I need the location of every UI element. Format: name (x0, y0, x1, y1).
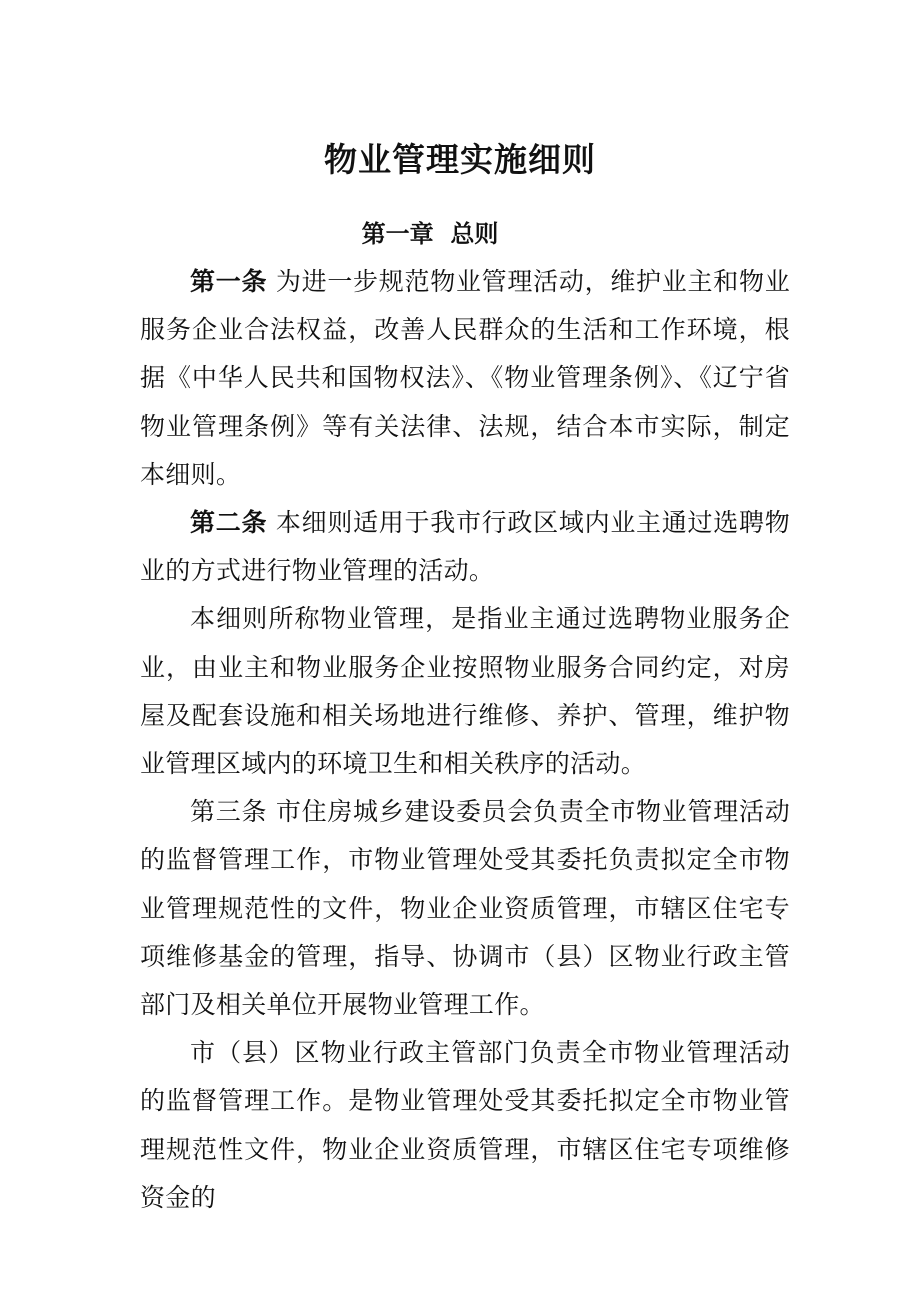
article-label: 第二条 (190, 508, 268, 538)
document-body (140, 258, 790, 1222)
article-1-paragraph (140, 258, 790, 499)
article-3-continuation-paragraph (140, 1029, 790, 1222)
article-label: 第一条 (190, 267, 268, 296)
document-title: 物业管理实施细则 (324, 140, 596, 180)
paragraph-text: 本细则适用于我市行政区域内业主通过选聘物业的方式进行物业管理的活动。 (140, 508, 790, 586)
article-2-paragraph (140, 499, 790, 595)
paragraph-text: 市（县）区物业行政主管部门负责全市物业管理活动的监督管理工作。是物业管理处受其委托拟定全市物业管理规范性文件，物业企业资质管理，市辖区住宅专项维修资金的 (140, 1038, 790, 1212)
article-2-definition-paragraph (140, 595, 790, 788)
paragraph-text: 本细则所称物业管理，是指业主通过选聘物业服务企业，由业主和物业服务企业按照物业服务合同约定，对房屋及配套设施和相关场地进行维修、养护、管理，维护物业管理区域内的环境卫生和相关秩序的活动。 (140, 604, 790, 779)
chapter-heading: 第一章 总则 (361, 219, 499, 248)
paragraph-text: 第三条 市住房城乡建设委员会负责全市物业管理活动的监督管理工作，市物业管理处受其委托负责拟定全市物业管理规范性的文件，物业企业资质管理，市辖区住宅专项维修基金的管理，指导、协调市（县）区物业行政主管部门及相关单位开展物业管理工作。 (140, 797, 790, 1020)
paragraph-text: 为进一步规范物业管理活动，维护业主和物业服务企业合法权益，改善人民群众的生活和工作环境，根据《中华人民共和国物权法》、《物业管理条例》、《辽宁省物业管理条例》等有关法律、法规，结合本市实际，制定本细则。 (140, 267, 790, 489)
article-3-paragraph (140, 788, 790, 1029)
